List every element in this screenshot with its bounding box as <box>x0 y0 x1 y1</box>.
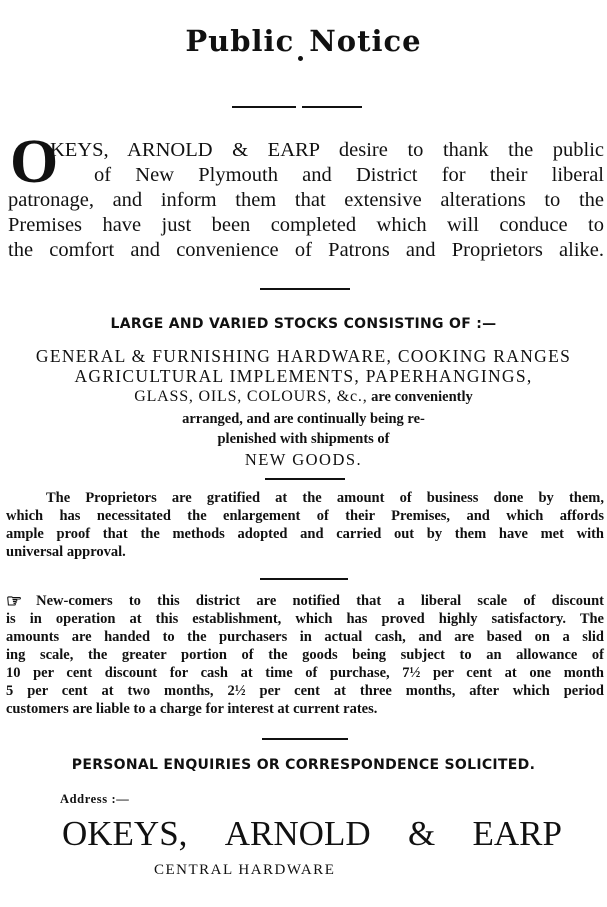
stock-line: GENERAL & FURNISHING HARDWARE, COOKING RANGES <box>35 346 572 366</box>
newcomers-line <box>6 592 604 610</box>
intro-line: patronage, and inform them that extensive alterations to the <box>8 189 604 211</box>
proprietors-line: ample proof that the methods adopted and carried out by them have met with <box>6 526 604 542</box>
title-word-notice: Notice <box>309 24 422 58</box>
intro-paragraph <box>8 138 604 263</box>
intro-line: of New Plymouth and District for their liberal <box>94 164 604 186</box>
stock-line: AGRICULTURAL IMPLEMENTS, PAPERHANGINGS, <box>74 366 533 386</box>
firm-name-part: OKEYS, <box>62 814 188 853</box>
new-goods: NEW GOODS. <box>244 450 363 469</box>
title-rule-right <box>302 106 362 108</box>
newcomers-line: customers are liable to a charge for interest at current rates. <box>6 701 378 717</box>
proprietors-line: The Proprietors are gratified at the amount of business done by them, <box>46 490 604 506</box>
proprietors-paragraph <box>6 489 604 561</box>
newcomers-line: amounts are handed to the purchasers in actual cash, and are based on a slid <box>6 629 604 645</box>
section-rule-3 <box>260 578 348 580</box>
section-rule-2 <box>265 478 345 480</box>
title-dot <box>298 56 303 61</box>
enquiries-heading: PERSONAL ENQUIRIES OR CORRESPONDENCE SOLICITED. <box>71 757 536 773</box>
stocks-heading: LARGE AND VARIED STOCKS CONSISTING OF :— <box>110 316 497 332</box>
newcomers-paragraph <box>6 592 604 718</box>
title-word-public: Public <box>185 24 295 58</box>
pointing-hand-icon: ☞ <box>6 591 23 611</box>
newcomers-line: is in operation at this establishment, which has proved highly satisfactory. The <box>6 611 604 627</box>
firm-name <box>62 814 562 854</box>
section-rule-1 <box>260 288 350 290</box>
proprietors-line: universal approval. <box>6 544 126 560</box>
stock-line-rest: are conveniently <box>371 389 473 405</box>
intro-line: the comfort and convenience of Patrons and Proprietors alike. <box>8 239 604 261</box>
stock-line <box>0 388 607 406</box>
newcomers-line: ing scale, the greater portion of the goods being subject to an allowance of <box>6 647 604 663</box>
firm-name-part: ARNOLD <box>224 814 371 853</box>
address-label: Address :— <box>60 792 130 806</box>
stock-line: arranged, and are continually being re- <box>182 411 425 427</box>
proprietors-line: which has necessitated the enlargement of their Premises, and which affords <box>6 508 604 524</box>
intro-line: KEYS, ARNOLD & EARP desire to thank the public <box>50 139 604 161</box>
notice-title <box>0 24 607 61</box>
stock-line: plenished with shipments of <box>217 431 390 447</box>
firm-name-part: & <box>407 814 436 853</box>
stock-line-caps: GLASS, OILS, COLOURS, &c., <box>134 388 368 405</box>
intro-line: Premises have just been completed which will conduce to <box>8 214 604 236</box>
firm-name-part: EARP <box>472 814 562 853</box>
title-rule-left <box>232 106 296 108</box>
firm-subtitle: CENTRAL HARDWARE <box>154 862 336 878</box>
intro-dropcap: O <box>10 128 59 196</box>
newcomers-line: 5 per cent at two months, 2½ per cent at three months, after which period <box>6 683 604 699</box>
newcomers-line: 10 per cent discount for cash at time of purchase, 7½ per cent at one month <box>6 665 604 681</box>
newcomers-text: New-comers to this district are notified that a liberal scale of discount <box>36 593 604 609</box>
section-rule-4 <box>262 738 348 740</box>
